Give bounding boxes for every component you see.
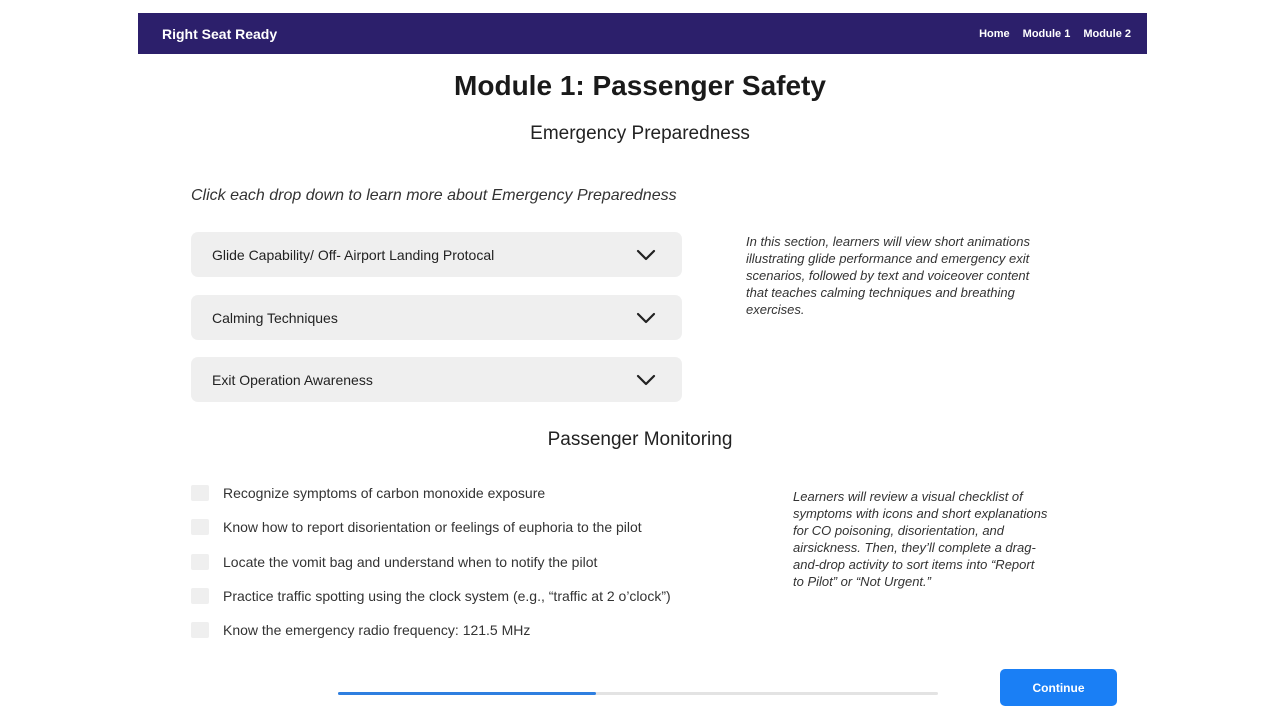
accordion-label: Calming Techniques <box>212 309 338 326</box>
emergency-section-title: Emergency Preparedness <box>530 123 750 144</box>
accordion-exit-operation[interactable] <box>191 357 682 402</box>
instruction-text: Click each drop down to learn more about Emergency Preparedness <box>191 187 677 204</box>
checklist-item-label: Recognize symptoms of carbon monoxide exposure <box>223 485 546 501</box>
note-line: illustrating glide performance and emergency exit <box>746 251 1030 266</box>
note-line: airsickness. Then, they’ll complete a drag- <box>793 540 1036 555</box>
emergency-designer-note <box>746 233 1030 318</box>
accordion-glide-capability[interactable] <box>191 232 682 277</box>
checklist-item-label: Practice traffic spotting using the clock system (e.g., “traffic at 2 o’clock”) <box>223 588 671 604</box>
progress-bar <box>338 692 938 695</box>
note-line: scenarios, followed by text and voiceover content <box>746 268 1030 283</box>
accordion-label: Glide Capability/ Off- Airport Landing Protocal <box>212 246 495 263</box>
nav-module-2-link[interactable]: Module 2 <box>1083 27 1131 40</box>
checkbox[interactable] <box>191 485 209 501</box>
chevron-down-icon <box>636 312 656 324</box>
checkbox[interactable] <box>191 588 209 604</box>
note-line: and-drop activity to sort items into “Report <box>793 557 1035 572</box>
nav-module-1-link[interactable]: Module 1 <box>1022 27 1071 40</box>
page-title: Module 1: Passenger Safety <box>454 70 826 101</box>
checkbox[interactable] <box>191 622 209 638</box>
note-line: symptoms with icons and short explanations <box>793 506 1048 521</box>
note-line: for CO poisoning, disorientation, and <box>793 523 1005 538</box>
note-line: exercises. <box>746 302 805 317</box>
main-nav <box>979 28 1131 40</box>
note-line: to Pilot” or “Not Urgent.” <box>793 574 931 589</box>
checkbox[interactable] <box>191 519 209 535</box>
brand-logo-text[interactable]: Right Seat Ready <box>162 25 278 42</box>
checklist-item <box>191 485 545 501</box>
note-line: Learners will review a visual checklist of <box>793 489 1023 504</box>
note-line: In this section, learners will view short animations <box>746 234 1030 249</box>
chevron-down-icon <box>636 249 656 261</box>
nav-home-link[interactable]: Home <box>979 27 1010 40</box>
progress-bar-fill <box>338 692 596 695</box>
checklist-item-label: Know how to report disorientation or feelings of euphoria to the pilot <box>223 519 642 535</box>
checklist-item <box>191 519 642 535</box>
accordion-calming-techniques[interactable] <box>191 295 682 340</box>
accordion-label: Exit Operation Awareness <box>212 371 373 388</box>
chevron-down-icon <box>636 374 656 386</box>
checklist-item <box>191 554 597 570</box>
checklist-item-label: Know the emergency radio frequency: 121.5 MHz <box>223 622 531 638</box>
monitoring-designer-note <box>793 488 1047 590</box>
monitoring-section-title: Passenger Monitoring <box>547 429 733 450</box>
note-line: that teaches calming techniques and breathing <box>746 285 1015 300</box>
continue-button[interactable]: Continue <box>1000 669 1117 706</box>
checkbox[interactable] <box>191 554 209 570</box>
checklist-item-label: Locate the vomit bag and understand when to notify the pilot <box>223 554 598 570</box>
checklist-item <box>191 588 671 604</box>
top-nav-bar <box>138 13 1147 54</box>
checklist-item <box>191 622 530 638</box>
